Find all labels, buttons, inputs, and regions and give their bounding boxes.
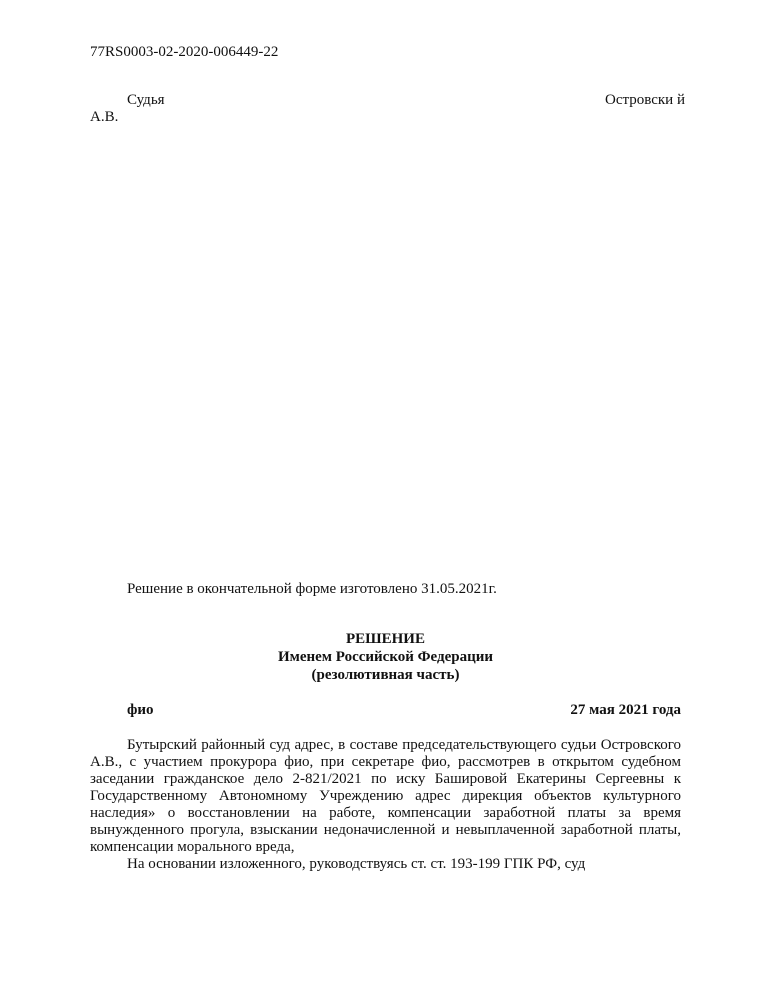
judge-initials: А.В.	[90, 109, 119, 125]
document-part-label: (резолютивная часть)	[311, 667, 460, 683]
place: фио	[127, 702, 154, 718]
case-id: 77RS0003-02-2020-006449-22	[90, 44, 279, 60]
judge-surname: Островски й	[605, 92, 685, 108]
decision-body	[90, 737, 681, 873]
final-form-note: Решение в окончательной форме изготовлено 31.05.2021г.	[127, 581, 497, 597]
decision-date: 27 мая 2021 года	[570, 702, 681, 718]
judge-label: Судья	[127, 92, 165, 108]
intro-paragraph: Бутырский районный суд адрес, в составе председательствующего судьи Островского А.В., с участием прокурора фио, при секретаре фио, рассмотрев в открытом судебном заседании гражданское дело 2-821/2021 по иску Башировой Екатерины Сергеевны к Государственному Автономному Учреждению адрес дирекция объектов культурного наследия» о восстановлении на работе, компенсации заработной платы за время вынужденного прогула, взыскании недоначисленной и невыплаченной заработной платы, компенсации морального вреда,	[90, 737, 681, 855]
basis-paragraph: На основании изложенного, руководствуясь ст. ст. 193-199 ГПК РФ, суд	[127, 856, 586, 872]
document-title: РЕШЕНИЕ	[346, 631, 425, 647]
document-subtitle: Именем Российской Федерации	[277, 649, 494, 665]
